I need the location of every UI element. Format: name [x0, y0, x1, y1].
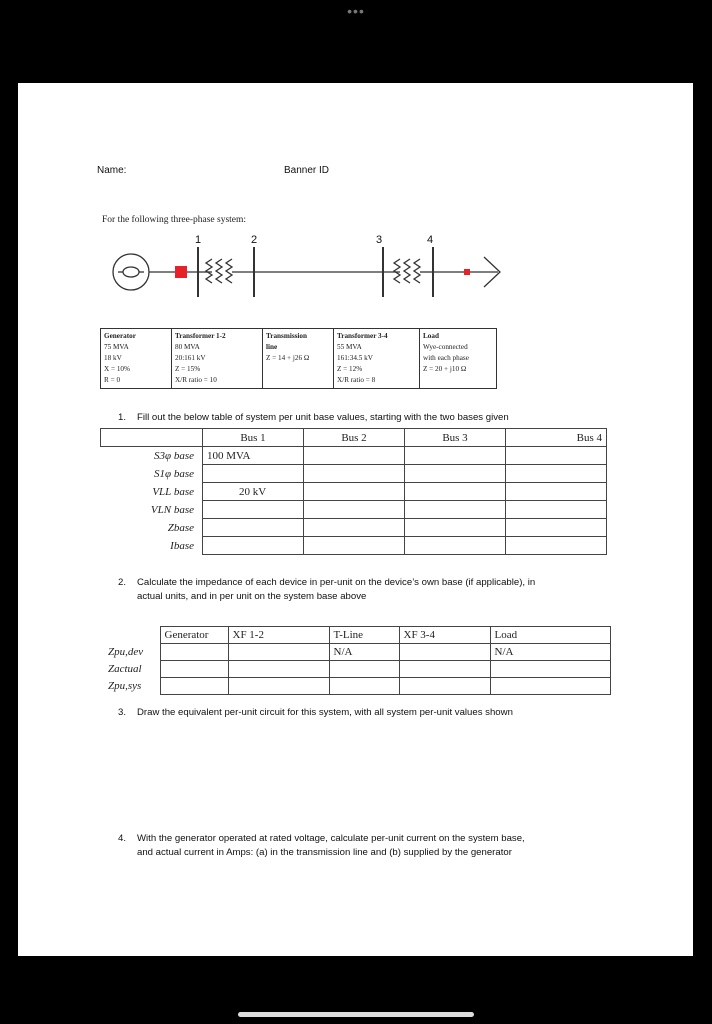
bus-label-3: 3 — [376, 234, 383, 246]
question-3 — [118, 706, 678, 720]
spec-transmission-line — [263, 329, 334, 389]
spec-line: 20:161 kV — [175, 354, 206, 362]
table-cell[interactable]: 20 kV — [203, 483, 304, 501]
row-label: VLL base — [152, 485, 194, 498]
transformer-1-2-symbol — [198, 259, 254, 283]
column-header: XF 3-4 — [399, 627, 490, 644]
table-cell[interactable]: 100 MVA — [203, 447, 304, 465]
spec-title: Load — [423, 332, 439, 340]
spec-line: Z = 14 + j26 Ω — [266, 354, 310, 362]
table-cell[interactable] — [228, 644, 329, 661]
bus-label-2: 2 — [251, 234, 258, 246]
spec-line: Z = 15% — [175, 365, 201, 373]
transformer-3-4-symbol — [383, 259, 433, 283]
table-header-row — [101, 429, 607, 447]
question-1 — [118, 411, 678, 425]
question-number: 3. — [118, 707, 127, 718]
table-cell[interactable] — [203, 465, 304, 483]
spec-title: Generator — [104, 332, 136, 340]
home-indicator[interactable] — [238, 1012, 474, 1017]
table-cell[interactable] — [160, 678, 228, 695]
component-specs-table — [100, 328, 497, 389]
spec-line: X/R ratio = 10 — [175, 376, 217, 384]
spec-load — [420, 329, 497, 389]
question-number: 2. — [118, 577, 127, 588]
question-text-line-2: and actual current in Amps: (a) in the transmission line and (b) supplied by the generator — [137, 847, 512, 858]
spec-line: Wye-connected — [423, 343, 468, 351]
spec-title: Transformer 3-4 — [337, 332, 388, 340]
table-header-row — [100, 627, 610, 644]
one-line-diagram — [108, 227, 528, 312]
table-cell[interactable] — [405, 483, 506, 501]
row-label: Ibase — [170, 539, 194, 552]
question-text: Fill out the below table of system per unit base values, starting with the two bases given — [137, 412, 509, 423]
column-header: Bus 2 — [304, 429, 405, 447]
question-text-line-2: actual units, and in per unit on the system base above — [137, 591, 367, 602]
question-text-line-1: With the generator operated at rated voltage, calculate per-unit current on the system base, — [137, 833, 525, 844]
spec-line: 18 kV — [104, 354, 122, 362]
table-cell[interactable] — [405, 465, 506, 483]
table-cell[interactable] — [405, 519, 506, 537]
column-header: Bus 3 — [405, 429, 506, 447]
row-label: S3φ base — [154, 449, 194, 462]
spec-line: line — [266, 343, 278, 351]
question-number: 1. — [118, 412, 127, 423]
spec-transformer-1-2 — [172, 329, 263, 389]
question-text: Draw the equivalent per-unit circuit for this system, with all system per-unit values shown — [137, 707, 513, 718]
column-header: Generator — [160, 627, 228, 644]
table-cell[interactable] — [304, 537, 405, 555]
table-cell[interactable] — [203, 519, 304, 537]
question-number: 4. — [118, 833, 127, 844]
spec-line: with each phase — [423, 354, 469, 362]
table-cell[interactable] — [304, 465, 405, 483]
table-cell[interactable] — [304, 447, 405, 465]
table-row — [101, 537, 607, 555]
table-cell[interactable] — [405, 501, 506, 519]
question-4 — [118, 832, 678, 860]
table-cell[interactable] — [329, 661, 399, 678]
table-row — [100, 644, 610, 661]
table-row — [101, 447, 607, 465]
table-cell[interactable] — [304, 483, 405, 501]
bus-label-1: 1 — [195, 234, 202, 246]
question-text-line-1: Calculate the impedance of each device in per-unit on the device’s own base (if applicable), in — [137, 577, 536, 588]
spec-line: 161:34.5 kV — [337, 354, 373, 362]
table-cell[interactable] — [329, 678, 399, 695]
table-cell[interactable]: N/A — [329, 644, 399, 661]
table-cell[interactable] — [405, 447, 506, 465]
column-header: Load — [490, 627, 610, 644]
column-header: T-Line — [329, 627, 399, 644]
table-cell[interactable] — [399, 678, 490, 695]
row-label: Zpu,sys — [108, 680, 142, 692]
table-cell[interactable] — [490, 661, 610, 678]
spec-line: Z = 20 + j10 Ω — [423, 365, 467, 373]
row-label: Zpu,dev — [108, 646, 144, 658]
table-row — [100, 661, 610, 678]
table-row — [101, 465, 607, 483]
question-2 — [118, 576, 678, 604]
table-row — [100, 678, 610, 695]
table-cell[interactable] — [506, 537, 607, 555]
impedance-table — [100, 626, 611, 695]
table-cell[interactable] — [506, 519, 607, 537]
table-cell[interactable] — [399, 644, 490, 661]
table-cell[interactable] — [506, 483, 607, 501]
table-cell[interactable] — [228, 661, 329, 678]
table-row — [101, 483, 607, 501]
base-values-table — [100, 428, 607, 555]
generator-symbol — [113, 254, 149, 290]
table-cell[interactable] — [228, 678, 329, 695]
table-cell[interactable] — [506, 465, 607, 483]
table-cell[interactable]: N/A — [490, 644, 610, 661]
window-handle-dots[interactable]: ••• — [347, 3, 365, 19]
table-cell[interactable] — [304, 519, 405, 537]
table-row — [101, 519, 607, 537]
row-label: Zactual — [108, 663, 142, 675]
spec-line: 80 MVA — [175, 343, 200, 351]
table-cell[interactable] — [203, 501, 304, 519]
spec-line: 75 MVA — [104, 343, 129, 351]
bus-label-4: 4 — [427, 234, 434, 246]
table-cell[interactable] — [506, 447, 607, 465]
spec-generator — [101, 329, 172, 389]
breaker-generator — [175, 266, 187, 278]
spec-title: Transformer 1-2 — [175, 332, 226, 340]
spec-line: X/R ratio = 8 — [337, 376, 376, 384]
table-cell[interactable] — [160, 661, 228, 678]
table-cell[interactable] — [304, 501, 405, 519]
spec-line: 55 MVA — [337, 343, 362, 351]
table-cell[interactable] — [203, 537, 304, 555]
spec-line: R = 0 — [104, 376, 121, 384]
spec-line: Z = 12% — [337, 365, 363, 373]
table-cell[interactable] — [405, 537, 506, 555]
column-header: XF 1-2 — [228, 627, 329, 644]
table-cell[interactable] — [506, 501, 607, 519]
table-cell[interactable] — [490, 678, 610, 695]
table-row — [101, 501, 607, 519]
spec-transformer-3-4 — [334, 329, 420, 389]
row-label: VLN base — [150, 503, 194, 516]
document-page — [18, 83, 693, 956]
column-header: Bus 1 — [203, 429, 304, 447]
column-header: Bus 4 — [506, 429, 607, 447]
table-cell[interactable] — [160, 644, 228, 661]
name-label: Name: — [97, 165, 127, 176]
row-label: S1φ base — [154, 467, 194, 480]
breaker-load — [464, 269, 470, 275]
spec-title: Transmission — [266, 332, 308, 340]
row-label: Zbase — [167, 521, 194, 534]
table-cell[interactable] — [399, 661, 490, 678]
banner-id-label: Banner ID — [284, 165, 330, 176]
spec-line: X = 10% — [104, 365, 131, 373]
intro-text: For the following three-phase system: — [102, 215, 247, 225]
